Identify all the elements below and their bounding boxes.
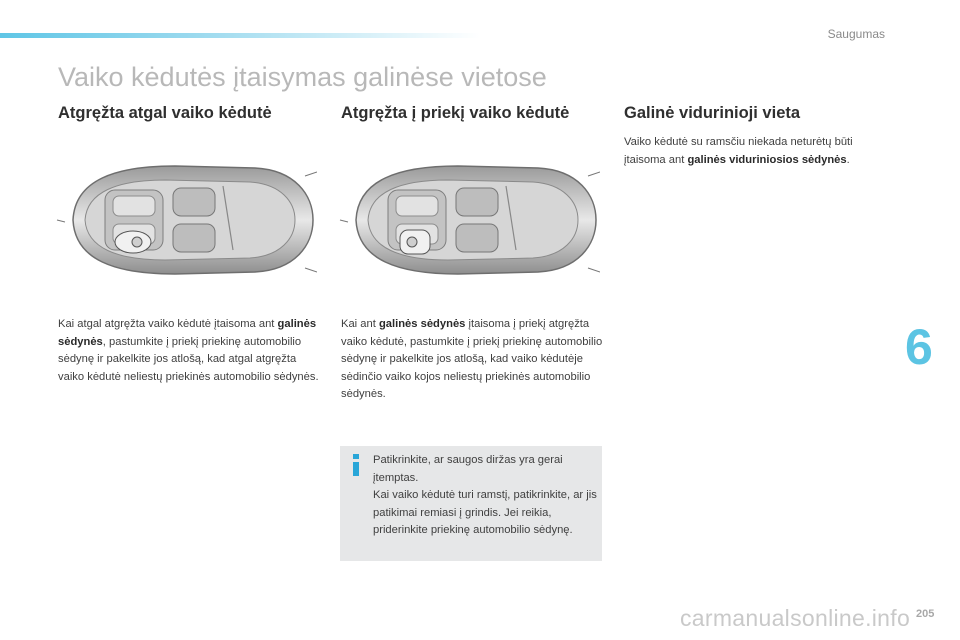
info-icon	[350, 454, 362, 476]
car-rear-facing-seat-illustration	[55, 150, 317, 290]
watermark: carmanualsonline.info	[680, 605, 911, 631]
top-accent-bar	[0, 33, 480, 38]
info-line-2: Kai vaiko kėdutė turi ramstį, patikrinkite, ar jis patikimai remiasi į grindis. Jei reikia, priderinkite priekinę automobilio sėdynę.	[373, 489, 597, 536]
forward-facing-text: Kai ant galinės sėdynės įtaisoma į priekį atgręžta vaiko kėdutė, pastumkite į priekį priekinę automobilio sėdynę ir pakelkite jos atlošą, kad vaiko kėdutėje sėdinčio vaiko kojos neliestų priekinės automobilio sėdynės.	[341, 318, 603, 400]
chapter-number: 6	[905, 319, 933, 375]
heading-rear-centre: Galinė vidurinioji vieta	[624, 104, 801, 122]
info-text	[373, 452, 598, 540]
rear-centre-text: Vaiko kėdutė su ramsčiu niekada neturėtų būti įtaisoma ant galinės viduriniosios sėdynės.	[624, 136, 853, 166]
car-forward-facing-seat-illustration	[338, 150, 600, 290]
section-label: Saugumas	[827, 27, 885, 41]
heading-rear-facing: Atgręžta atgal vaiko kėdutė	[58, 104, 272, 122]
info-line-1: Patikrinkite, ar saugos diržas yra gerai įtemptas.	[373, 454, 563, 484]
rear-facing-text: Kai atgal atgręžta vaiko kėdutė įtaisoma ant galinės sėdynės, pastumkite į priekį priekinę automobilio sėdynę ir pakelkite jos atlošą, kad atgal atgręžta vaiko kėdutė neliestų priekinės automobilio sėdynės.	[58, 318, 319, 383]
page-title: Vaiko kėdutės įtaisymas galinėse vietose	[58, 62, 547, 92]
info-box	[340, 446, 602, 561]
heading-forward-facing: Atgręžta į priekį vaiko kėdutė	[341, 104, 570, 122]
page-number: 205	[916, 608, 935, 620]
